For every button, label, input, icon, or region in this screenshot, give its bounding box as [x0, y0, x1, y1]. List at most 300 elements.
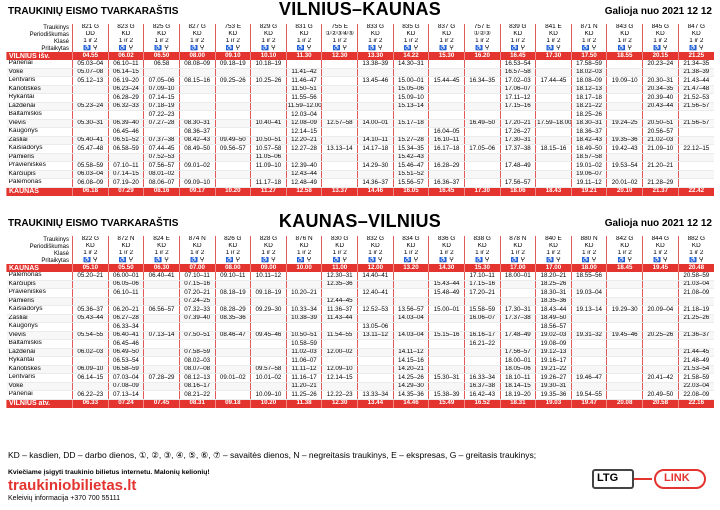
time-cell: 09.18	[215, 399, 251, 408]
time-cell	[536, 162, 572, 171]
time-cell: 16.52	[464, 399, 500, 408]
time-cell: 16.17–18	[429, 145, 465, 154]
meta-cell: 836 G	[429, 236, 465, 243]
time-cell: 18.15–16	[536, 145, 572, 154]
time-cell	[251, 68, 287, 77]
time-cell: 21.20–21	[643, 162, 679, 171]
time-cell	[144, 128, 180, 137]
time-cell: 07.44–45	[144, 145, 180, 154]
time-cell: 20.58–59	[678, 272, 714, 280]
meta-cell: KD	[179, 243, 215, 250]
time-cell: 05.03–04	[73, 60, 109, 68]
time-cell: 16.42–43	[464, 391, 500, 400]
time-cell	[643, 382, 679, 391]
time-cell: 21.03–04	[678, 280, 714, 289]
time-cell	[179, 68, 215, 77]
time-cell: 12.14–15	[286, 128, 322, 137]
time-cell: 14.29–30	[358, 162, 394, 171]
time-cell: 08.36–37	[179, 128, 215, 137]
time-cell: 20.41–42	[643, 374, 679, 383]
meta-cell: ♿ ⚲	[464, 45, 500, 52]
time-cell: 19.09–10	[607, 77, 643, 86]
meta-cell: 834 G	[393, 236, 429, 243]
meta-cell: ♿ ⚲	[536, 45, 572, 52]
time-cell	[464, 102, 500, 111]
time-cell: 15.05–06	[393, 85, 429, 94]
time-cell	[215, 340, 251, 349]
time-cell: 08.31	[179, 399, 215, 408]
time-cell	[464, 136, 500, 145]
time-cell	[322, 382, 358, 391]
time-cell	[678, 340, 714, 349]
time-cell: 06.56–57	[144, 306, 180, 315]
time-cell: 14.29–30	[393, 382, 429, 391]
time-cell: 22.03–04	[678, 382, 714, 391]
time-cell: 19.11–12	[571, 179, 607, 188]
station-row	[7, 297, 715, 306]
time-cell	[464, 111, 500, 120]
station-name: Kaišiadorys	[7, 145, 73, 154]
station-row	[7, 365, 715, 374]
time-cell: 07.32–33	[179, 306, 215, 315]
meta-cell: ♿ ⚲	[571, 45, 607, 52]
time-cell: 19.06–07	[571, 170, 607, 179]
meta-cell: 832 G	[358, 236, 394, 243]
time-cell	[643, 289, 679, 298]
time-cell	[607, 102, 643, 111]
meta-cell: 1 ir 2	[73, 38, 109, 45]
time-cell: 18.57–58	[571, 153, 607, 162]
time-cell: 15.49	[429, 399, 465, 408]
time-cell: 07.39–40	[179, 314, 215, 323]
time-cell	[144, 365, 180, 374]
time-cell	[607, 374, 643, 383]
time-cell: 18.35–36	[536, 297, 572, 306]
time-cell: 15.51–52	[393, 170, 429, 179]
time-cell	[322, 179, 358, 188]
meta-cell: KD	[358, 243, 394, 250]
time-cell: 07.27–28	[144, 119, 180, 128]
timetable-vilnius-kaunas	[6, 24, 714, 196]
time-cell: 06.02–03	[73, 348, 109, 357]
time-cell	[393, 297, 429, 306]
route-title: KAUNAS–VILNIUS	[278, 211, 442, 231]
time-cell	[464, 153, 500, 162]
time-cell: 08.07–08	[179, 365, 215, 374]
time-cell	[607, 348, 643, 357]
time-cell: 07.10–11	[108, 162, 144, 171]
time-cell: 06.08–09	[73, 179, 109, 188]
meta-cell: KD	[678, 31, 714, 38]
station-name: Vokė	[7, 68, 73, 77]
time-cell	[500, 340, 536, 349]
meta-cell: KD	[536, 31, 572, 38]
time-cell: 20.48	[678, 264, 714, 272]
meta-label: Periodiškumas	[29, 243, 69, 250]
time-cell	[286, 280, 322, 289]
time-cell: 18.55–56	[571, 272, 607, 280]
time-cell	[215, 391, 251, 400]
time-cell: 18.55	[607, 52, 643, 60]
meta-cell: 1 ir 2	[536, 250, 572, 257]
time-cell	[322, 289, 358, 298]
time-cell: 12.00–02	[322, 348, 358, 357]
meta-cell: 839 G	[500, 24, 536, 31]
time-cell	[429, 60, 465, 68]
meta-cell: ♿ ⚲	[144, 45, 180, 52]
time-cell: 17.26–27	[500, 128, 536, 137]
time-cell	[73, 128, 109, 137]
time-cell: 21.56–57	[678, 119, 714, 128]
meta-row	[7, 257, 715, 264]
valid-from: Galioja nuo 2021 12 12	[604, 6, 712, 17]
time-cell: 12.27–28	[286, 145, 322, 154]
station-name: Lentvaris	[7, 374, 73, 383]
time-cell	[607, 365, 643, 374]
time-cell: 08.18–19	[215, 289, 251, 298]
time-cell: 17.56–57	[500, 179, 536, 188]
station-row	[7, 357, 715, 366]
meta-cell: 830 G	[322, 236, 358, 243]
meta-cell: KD	[429, 243, 465, 250]
time-cell	[286, 272, 322, 280]
time-cell	[464, 85, 500, 94]
time-cell: 19.35–36	[607, 136, 643, 145]
time-cell	[536, 170, 572, 179]
time-cell: 19.45–46	[607, 331, 643, 340]
time-cell: 11.41–42	[286, 68, 322, 77]
time-cell	[678, 128, 714, 137]
station-row	[7, 306, 715, 315]
time-cell	[73, 297, 109, 306]
time-cell	[251, 382, 287, 391]
time-cell	[322, 94, 358, 103]
ltg-logo-text: LTG	[597, 472, 619, 484]
time-cell: 15.15–16	[429, 331, 465, 340]
time-cell: 17.37–38	[500, 145, 536, 154]
station-row	[7, 136, 715, 145]
header-vilnius-kaunas	[0, 2, 720, 22]
time-cell: 19.53–54	[607, 162, 643, 171]
time-cell	[179, 111, 215, 120]
meta-cell: 827 G	[179, 24, 215, 31]
meta-cell: ♿ ⚲	[643, 45, 679, 52]
time-cell: 08.01–02	[144, 170, 180, 179]
time-cell	[429, 153, 465, 162]
meta-cell: 871 N	[571, 24, 607, 31]
station-row	[7, 85, 715, 94]
time-cell	[536, 102, 572, 111]
time-cell: 17.06–07	[500, 85, 536, 94]
time-cell	[500, 297, 536, 306]
time-cell: 08.15–16	[179, 77, 215, 86]
time-cell	[215, 102, 251, 111]
meta-cell: ♿ ⚲	[571, 257, 607, 264]
time-cell	[358, 170, 394, 179]
meta-cell: 880 N	[571, 236, 607, 243]
time-cell: 18.06	[500, 187, 536, 196]
station-name: Pamieris	[7, 297, 73, 306]
time-cell	[179, 340, 215, 349]
time-cell: 05.43–44	[73, 314, 109, 323]
meta-cell: KD	[144, 31, 180, 38]
time-cell: 07.03–04	[108, 374, 144, 383]
time-cell	[358, 153, 394, 162]
time-cell: 21.09–10	[643, 145, 679, 154]
time-cell	[536, 153, 572, 162]
time-cell	[322, 111, 358, 120]
meta-row	[7, 236, 715, 243]
meta-cell: 1 ir 2	[500, 38, 536, 45]
time-cell: 12.52–53	[358, 306, 394, 315]
time-cell: 08.49–50	[179, 145, 215, 154]
time-cell	[358, 357, 394, 366]
time-cell: 21.08–09	[678, 289, 714, 298]
time-cell: 08.30–31	[179, 119, 215, 128]
time-cell	[607, 289, 643, 298]
time-cell	[500, 111, 536, 120]
meta-cell: 826 G	[215, 236, 251, 243]
meta-cell: 757 E	[464, 24, 500, 31]
time-cell: 06.23–24	[108, 85, 144, 94]
station-name: Vievis	[7, 119, 73, 128]
time-cell: 21.43–44	[678, 77, 714, 86]
time-cell: 18.02–03	[571, 68, 607, 77]
time-cell: 08.06–07	[144, 179, 180, 188]
meta-cell: 1 ir 2	[286, 250, 322, 257]
time-cell: 06.14–15	[73, 374, 109, 383]
meta-cell: ♿ ⚲	[144, 257, 180, 264]
time-cell: 06.09–10	[73, 365, 109, 374]
meta-cell: 1 ir 2	[179, 38, 215, 45]
station-row	[7, 179, 715, 188]
meta-cell: 1 ir 2	[429, 38, 465, 45]
meta-cell: ①②③	[464, 31, 500, 38]
time-cell: 21.36–37	[678, 331, 714, 340]
time-cell	[500, 289, 536, 298]
time-cell: 09.18–19	[215, 60, 251, 68]
time-cell: 12.39–40	[286, 162, 322, 171]
station-name: Palemonas	[7, 272, 73, 280]
time-cell	[144, 68, 180, 77]
header-label: TRAUKINIŲ EISMO TVARKARAŠTIS	[8, 218, 179, 229]
meta-cell: 1 ir 2	[215, 38, 251, 45]
meta-cell: KD	[678, 243, 714, 250]
time-cell: 19.21	[571, 187, 607, 196]
time-cell	[286, 323, 322, 332]
meta-cell: ♿ ⚲	[607, 45, 643, 52]
time-cell	[286, 60, 322, 68]
time-cell: 05.23–24	[73, 102, 109, 111]
station-row	[7, 314, 715, 323]
time-cell	[144, 340, 180, 349]
departure-station-row	[7, 264, 715, 272]
time-cell: 18.49–50	[571, 145, 607, 154]
time-cell	[393, 289, 429, 298]
time-cell: 16.57–58	[500, 68, 536, 77]
meta-cell: 842 G	[607, 236, 643, 243]
meta-cell: 1 ir 2	[251, 250, 287, 257]
time-cell: 07.13–14	[144, 331, 180, 340]
time-cell: 17.30–31	[500, 136, 536, 145]
time-cell	[251, 340, 287, 349]
time-cell: 07.00	[179, 264, 215, 272]
time-cell: 18.19–20	[500, 391, 536, 400]
time-cell	[536, 111, 572, 120]
time-cell	[322, 153, 358, 162]
time-cell: 11.27	[251, 187, 287, 196]
time-cell: 18.30–31	[571, 119, 607, 128]
time-cell: 19.47	[571, 399, 607, 408]
station-row	[7, 280, 715, 289]
meta-cell: 840 E	[536, 236, 572, 243]
time-cell	[571, 297, 607, 306]
time-cell	[215, 128, 251, 137]
time-cell: 15.42–43	[393, 153, 429, 162]
time-cell: 14.15–16	[393, 357, 429, 366]
meta-row	[7, 250, 715, 257]
time-cell: 14.22	[393, 52, 429, 60]
time-cell: 06.14–15	[108, 68, 144, 77]
time-cell: 18.05–06	[500, 365, 536, 374]
time-cell: 07.05–06	[144, 77, 180, 86]
time-cell	[536, 68, 572, 77]
time-cell: 18.21–22	[571, 102, 607, 111]
time-cell: 05.07–08	[73, 68, 109, 77]
time-cell	[464, 323, 500, 332]
meta-cell: KD	[108, 31, 144, 38]
time-cell	[607, 153, 643, 162]
time-cell: 05.58–59	[73, 162, 109, 171]
time-cell: 13.44	[358, 399, 394, 408]
meta-cell: 845 G	[643, 24, 679, 31]
time-cell: 08.02–03	[179, 357, 215, 366]
time-cell	[358, 340, 394, 349]
meta-cell: 872 N	[108, 236, 144, 243]
time-cell: 19.16–17	[536, 357, 572, 366]
time-cell: 08.00	[215, 264, 251, 272]
meta-cell: KD	[108, 243, 144, 250]
time-cell: 12.22–23	[322, 391, 358, 400]
time-cell: 09.57–58	[251, 365, 287, 374]
timetable-kaunas-vilnius	[6, 236, 714, 408]
time-cell: 11.36–37	[322, 306, 358, 315]
time-cell: 18.10–11	[500, 374, 536, 383]
meta-cell: 828 G	[251, 236, 287, 243]
time-cell	[607, 111, 643, 120]
time-cell: 10.25–26	[251, 77, 287, 86]
time-cell	[643, 280, 679, 289]
meta-cell: 823 G	[108, 24, 144, 31]
time-cell: 11.17–18	[251, 179, 287, 188]
time-cell: 11.09–10	[251, 162, 287, 171]
meta-cell: ♿ ⚲	[393, 45, 429, 52]
time-cell	[429, 340, 465, 349]
meta-cell: 1 ir 2	[179, 250, 215, 257]
time-cell	[73, 111, 109, 120]
time-cell	[429, 119, 465, 128]
time-cell: 05.12–13	[73, 77, 109, 86]
meta-cell: KD	[215, 31, 251, 38]
time-cell: 20.23–24	[643, 60, 679, 68]
arrival-station-row	[7, 187, 715, 196]
station-name: Karčiupis	[7, 170, 73, 179]
time-cell: 06.40–41	[108, 331, 144, 340]
time-cell: 14.25–26	[393, 374, 429, 383]
time-cell	[464, 348, 500, 357]
time-cell: 15.27–28	[393, 136, 429, 145]
time-cell: 20.30–31	[643, 77, 679, 86]
meta-cell: 878 N	[500, 236, 536, 243]
time-cell	[215, 85, 251, 94]
time-cell: 20.15	[643, 52, 679, 60]
time-cell: 14.11–12	[393, 348, 429, 357]
time-cell: 15.30–31	[429, 374, 465, 383]
meta-cell: ♿ ⚲	[607, 257, 643, 264]
time-cell	[251, 297, 287, 306]
time-cell	[536, 85, 572, 94]
meta-cell: 844 G	[643, 236, 679, 243]
time-cell	[643, 111, 679, 120]
meta-label: Pritaikytas	[41, 257, 69, 264]
time-cell: 16.05	[393, 187, 429, 196]
time-cell: 05.10	[73, 264, 109, 272]
time-cell: 09.56–57	[215, 145, 251, 154]
time-cell: 09.18–19	[251, 289, 287, 298]
time-cell: 17.56–57	[500, 348, 536, 357]
time-cell: 15.13–14	[393, 102, 429, 111]
meta-cell: 1 ir 2	[393, 250, 429, 257]
meta-label: Pritaikytas	[41, 45, 69, 52]
time-cell	[358, 102, 394, 111]
time-cell: 12.48–49	[286, 179, 322, 188]
time-cell	[429, 297, 465, 306]
time-cell: 10.00	[286, 264, 322, 272]
time-cell: 13.56–57	[393, 306, 429, 315]
arrival-station-row	[7, 399, 715, 408]
time-cell	[144, 314, 180, 323]
time-cell: 16.28–29	[429, 162, 465, 171]
time-cell	[251, 85, 287, 94]
ad-website-link[interactable]: traukiniobilietas.lt	[8, 477, 137, 494]
meta-cell: 1 ir 2	[108, 38, 144, 45]
meta-cell: 843 G	[607, 24, 643, 31]
time-cell: 17.20–21	[464, 289, 500, 298]
station-name: Rykantai	[7, 357, 73, 366]
time-cell	[643, 272, 679, 280]
time-cell: 13.20	[393, 264, 429, 272]
time-cell: 07.14–15	[144, 94, 180, 103]
meta-cell: KD	[429, 31, 465, 38]
time-cell: 08.42–43	[179, 136, 215, 145]
time-cell	[607, 314, 643, 323]
meta-cell: 1 ir 2	[464, 38, 500, 45]
time-cell: 13.45–46	[358, 77, 394, 86]
station-row	[7, 162, 715, 171]
time-cell: 11.11–12	[286, 365, 322, 374]
time-cell: 09.10–11	[215, 272, 251, 280]
time-cell	[536, 94, 572, 103]
meta-label: Klasė	[53, 250, 69, 257]
time-cell: 17.20–21	[500, 119, 536, 128]
time-cell	[571, 382, 607, 391]
time-cell	[536, 179, 572, 188]
time-cell: 15.17–18	[393, 119, 429, 128]
time-cell	[358, 94, 394, 103]
time-cell: 05.54–55	[73, 331, 109, 340]
meta-row	[7, 38, 715, 45]
time-cell: 21.38–39	[678, 68, 714, 77]
